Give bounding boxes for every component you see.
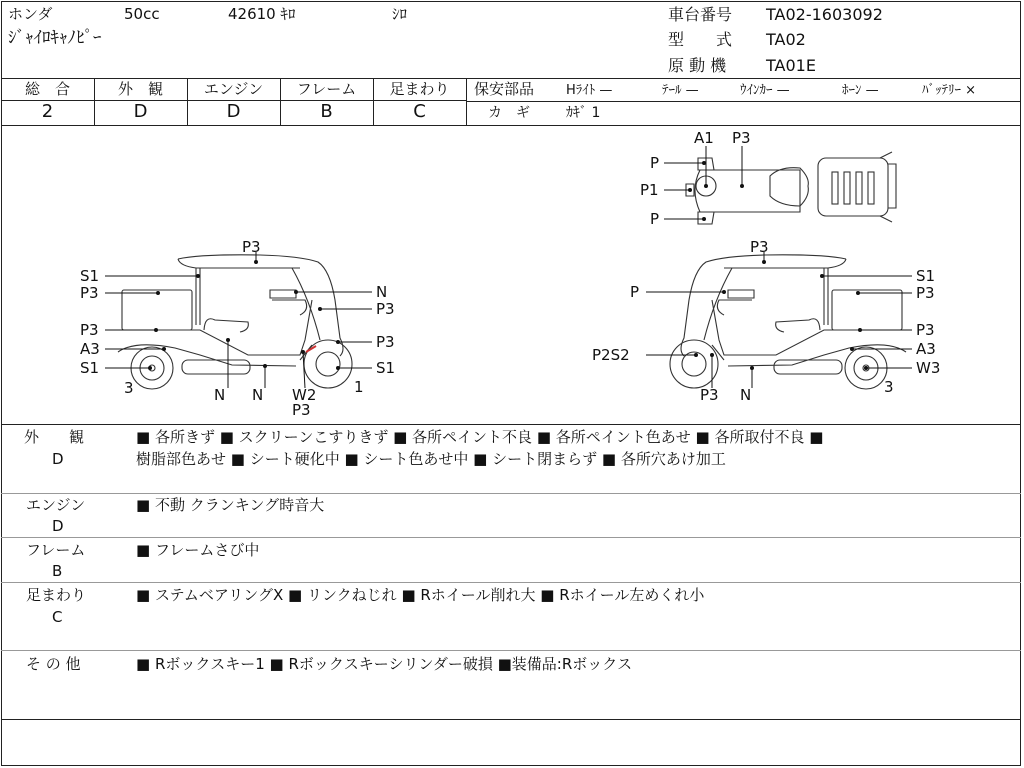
label-left-n-b1: N [214,386,226,404]
engine-model-value: TA01E [766,56,816,75]
remark-exterior-label: 外 観 [24,428,85,446]
label-top-p3: P3 [732,129,751,147]
label-left-p3-r1: P3 [376,300,395,318]
color: ｼﾛ [392,5,408,23]
divider [1,537,1021,538]
engine-grade-label: エンジン [203,80,264,98]
type-value: TA02 [766,30,806,49]
label-right-n-bot: N [740,386,752,404]
label-right-p3-a: P3 [916,284,935,302]
remark-suspension-label: 足まわり [26,586,87,604]
battery-status: ﾊﾞｯﾃﾘｰ × [922,83,977,98]
label-right-a3: A3 [916,340,936,358]
scooter-top-view-drawing [686,152,896,224]
remark-exterior-line-1: ■ 各所きず ■ スクリーンこすりきず ■ 各所ペイント不良 ■ 各所ペイント色あせ ■ 各所取付不良 ■ [136,428,824,446]
label-left-w2: W2 [292,386,317,404]
remark-exterior-line-2: 樹脂部色あせ ■ シート硬化中 ■ シート色あせ中 ■ シート閉まらず ■ 各所穴あけ加工 [136,450,726,468]
exterior-grade: D [133,101,148,122]
overall-grade-label: 総 合 [24,80,70,98]
exterior-grade-label: 外 観 [117,80,163,98]
winker-status: ｳｲﾝｶｰ — [740,83,790,98]
remark-other-line: ■ Rボックスキー1 ■ Rボックスキーシリンダー破損 ■装備品:Rボックス [136,655,633,673]
remark-frame-label: フレーム [26,541,86,559]
engine-grade: D [226,101,241,122]
remark-other-label: そ の 他 [26,655,81,673]
label-top-p-b: P [650,210,660,228]
label-left-s1-a: S1 [80,267,100,285]
remark-exterior-grade: D [52,450,64,468]
scooter-right-side-drawing [670,255,906,389]
frame-grade: B [320,101,333,122]
label-left-p3-r2: P3 [376,333,395,351]
label-left-p3-b: P3 [80,321,99,339]
label-left-a3: A3 [80,340,100,358]
label-left-s1-b: S1 [80,359,100,377]
frame-no-label: 車台番号 [668,5,733,24]
divider [467,101,1021,102]
model-name: ｼﾞｬｲﾛｷｬﾉﾋﾟｰ [8,28,102,48]
label-right-p2s2: P2S2 [592,346,630,364]
key-label: カ ギ [488,105,530,121]
remark-suspension-line: ■ ステムベアリングX ■ リンクねじれ ■ Rホイール削れ大 ■ Rホイール左めくれ小 [136,586,705,604]
label-left-n-r: N [376,283,388,301]
label-right-p3-b: P3 [916,321,935,339]
engine-model-label: 原 動 機 [668,56,727,75]
divider [1,719,1021,720]
type-label: 型 式 [668,30,733,49]
frame-no: TA02-1603092 [766,5,883,24]
key-value: ｶｷﾞ 1 [566,105,601,121]
divider [1,582,1021,583]
suspension-grade-label: 足まわり [389,80,450,98]
scooter-left-side-drawing [118,255,352,389]
label-top-p-a: P [650,154,660,172]
divider [1,78,1021,79]
label-left-p3-top: P3 [242,238,261,256]
label-right-p: P [630,283,640,301]
label-right-p3-top: P3 [750,238,769,256]
label-left-s1-r: S1 [376,359,396,377]
damage-diagram [0,126,1024,424]
label-right-s1: S1 [916,267,936,285]
remark-engine-label: エンジン [26,496,86,514]
divider [1,493,1021,494]
remark-frame-grade: B [52,562,63,580]
headlight-status: Hﾗｲﾄ — [566,83,613,98]
label-top-a1: A1 [694,129,714,147]
divider [466,78,467,125]
overall-grade: 2 [41,101,54,122]
remark-engine-line: ■ 不動 クランキング時音大 [136,496,325,514]
label-right-three: 3 [884,378,894,396]
remark-frame-line: ■ フレームさび中 [136,541,260,559]
divider [1,650,1021,651]
label-left-p3-a: P3 [80,284,99,302]
label-top-p1: P1 [640,181,659,199]
horn-status: ﾎｰﾝ — [842,83,879,98]
suspension-grade: C [413,101,426,122]
safety-label: 保安部品 [474,80,535,98]
label-left-three: 3 [124,379,134,397]
label-left-one: 1 [354,378,364,396]
divider [1,424,1021,425]
remark-suspension-grade: C [52,608,63,626]
label-left-p3-b2: P3 [292,401,311,419]
label-right-p3-bot: P3 [700,386,719,404]
tail-status: ﾃｰﾙ — [662,83,699,98]
label-left-n-b2: N [252,386,264,404]
mileage: 42610 ｷﾛ [228,5,296,23]
label-right-w3: W3 [916,359,941,377]
maker: ホンダ [8,5,53,23]
displacement: 50cc [124,5,160,23]
frame-grade-label: フレーム [296,80,357,98]
remark-engine-grade: D [52,517,64,535]
